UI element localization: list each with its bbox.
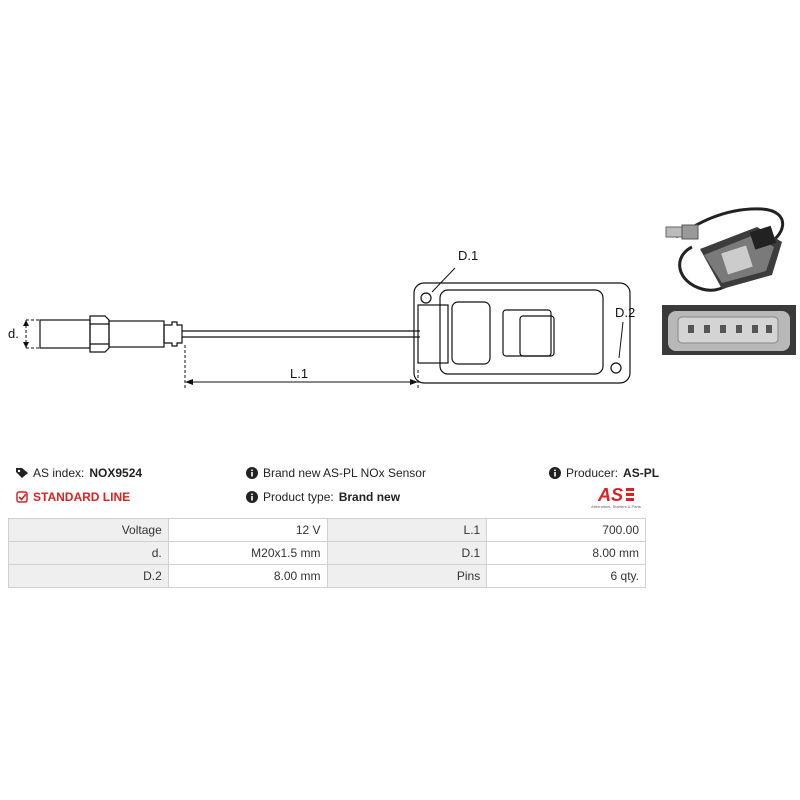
standard-line-row [16, 490, 130, 504]
dimension-label-d1: D.1 [458, 248, 479, 263]
info-circle-icon [549, 467, 561, 479]
hex-nut [90, 316, 109, 352]
specs-table [8, 518, 646, 588]
tags-icon [16, 467, 28, 479]
check-square-icon [16, 491, 28, 503]
info-circle-icon [246, 491, 258, 503]
as-index-label: AS index: [33, 466, 85, 480]
as-index-value: NOX9524 [89, 466, 143, 480]
product-type-label: Product type: [263, 490, 334, 504]
producer-row [549, 466, 659, 480]
description-row [246, 466, 426, 480]
dimension-label-d: d. [8, 326, 19, 341]
producer-label: Producer: [566, 466, 619, 480]
producer-value: AS-PL [623, 466, 660, 480]
standard-line-label: STANDARD LINE [33, 490, 131, 504]
product-type-row [246, 490, 400, 504]
control-unit-housing [414, 283, 630, 383]
probe-tip [40, 320, 90, 348]
table-row [9, 542, 646, 565]
table-row [9, 519, 646, 542]
mount-hole-d1 [421, 293, 431, 303]
logo-text: AS [598, 485, 624, 503]
spec-label: Pins [327, 565, 487, 588]
probe-body [109, 321, 164, 347]
mount-hole-d2 [611, 363, 621, 373]
as-index-row [16, 466, 142, 480]
dimension-label-d2: D.2 [615, 305, 636, 320]
spec-value: 8.00 mm [168, 565, 327, 588]
product-type-value: Brand new [338, 490, 401, 504]
spec-value: 700.00 [487, 519, 646, 542]
spec-value: 8.00 mm [487, 542, 646, 565]
logo-tagline: Alternators, Starters & Parts [591, 504, 641, 509]
spec-value: M20x1.5 mm [168, 542, 327, 565]
table-row [9, 565, 646, 588]
product-description: Brand new AS-PL NOx Sensor [263, 466, 426, 480]
spec-label: Voltage [9, 519, 169, 542]
info-circle-icon [246, 467, 258, 479]
spec-value: 12 V [168, 519, 327, 542]
product-photo [662, 197, 796, 355]
spec-value: 6 qty. [487, 565, 646, 588]
spec-label: D.2 [9, 565, 169, 588]
spec-label: D.1 [327, 542, 487, 565]
spec-label: d. [9, 542, 169, 565]
dimension-label-l1: L.1 [290, 366, 309, 381]
as-pl-logo [588, 485, 644, 511]
spec-label: L.1 [327, 519, 487, 542]
